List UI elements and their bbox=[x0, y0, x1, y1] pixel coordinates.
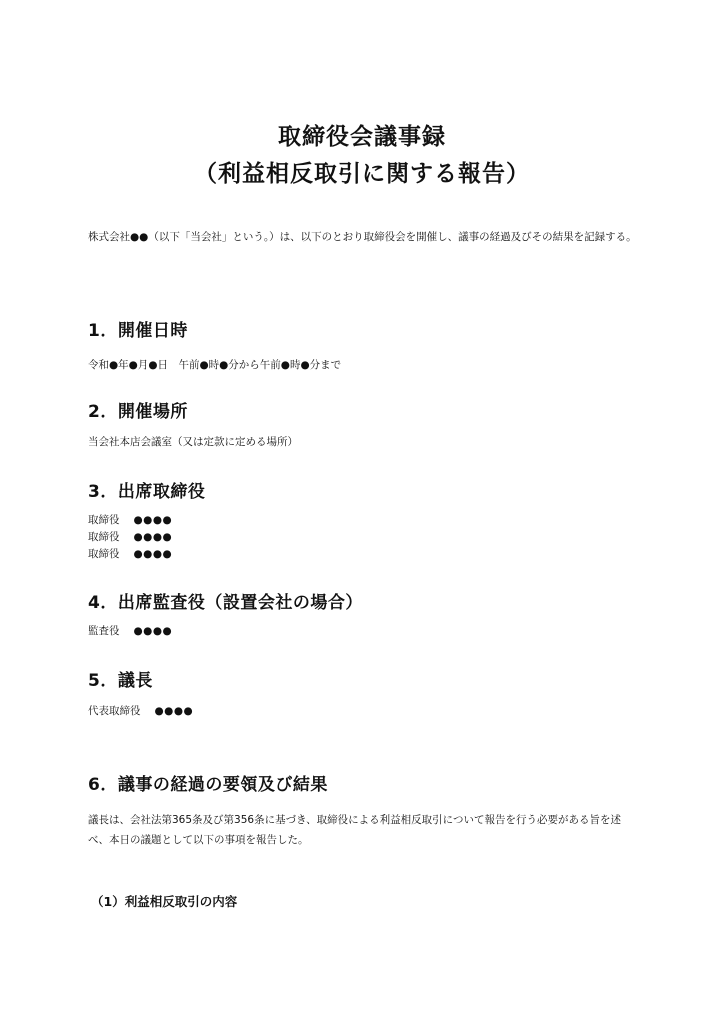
chairperson-role: 代表取締役 bbox=[88, 705, 141, 717]
section-heading-attending-directors: 3．出席取締役 bbox=[88, 482, 206, 502]
meeting-datetime-text: 令和●年●月●日 午前●時●分から午前●時●分まで bbox=[88, 359, 342, 371]
document-title: 取締役会議事録 bbox=[278, 124, 446, 150]
section-heading-attending-auditors: 4．出席監査役（設置会社の場合） bbox=[88, 593, 363, 613]
director-name: ●●●● bbox=[133, 548, 173, 560]
subsection-heading-transaction-details: （1）利益相反取引の内容 bbox=[91, 894, 238, 909]
list-item bbox=[88, 703, 193, 720]
auditor-role: 監査役 bbox=[88, 625, 120, 637]
director-role: 取締役 bbox=[88, 531, 120, 543]
section-heading-meeting-datetime: 1．開催日時 bbox=[88, 321, 188, 341]
section-heading-proceedings: 6．議事の経過の要領及び結果 bbox=[88, 775, 328, 795]
director-role: 取締役 bbox=[88, 548, 120, 560]
list-item bbox=[88, 623, 172, 640]
meeting-place-text: 当会社本店会議室（又は定款に定める場所） bbox=[88, 436, 298, 448]
attending-directors-list bbox=[88, 512, 172, 563]
director-name: ●●●● bbox=[133, 531, 173, 543]
chairperson-list bbox=[88, 703, 193, 720]
director-name: ●●●● bbox=[133, 514, 173, 526]
auditor-name: ●●●● bbox=[133, 625, 173, 637]
proceedings-paragraph: 議長は、会社法第365条及び第356条に基づき、取締役による利益相反取引について報告を行う必要がある旨を述べ、本日の議題として以下の事項を報告した。 bbox=[88, 814, 621, 846]
document-subtitle: （利益相反取引に関する報告） bbox=[194, 161, 530, 187]
list-item bbox=[88, 529, 172, 546]
chairperson-name: ●●●● bbox=[154, 705, 194, 717]
section-heading-chairperson: 5．議長 bbox=[88, 671, 153, 691]
attending-auditors-list bbox=[88, 623, 172, 640]
list-item bbox=[88, 546, 172, 563]
director-role: 取締役 bbox=[88, 514, 120, 526]
intro-paragraph: 株式会社●●（以下「当会社」という。）は、以下のとおり取締役会を開催し、議事の経過及びその結果を記録する。 bbox=[88, 231, 637, 243]
section-heading-meeting-place: 2．開催場所 bbox=[88, 402, 188, 422]
list-item bbox=[88, 512, 172, 529]
